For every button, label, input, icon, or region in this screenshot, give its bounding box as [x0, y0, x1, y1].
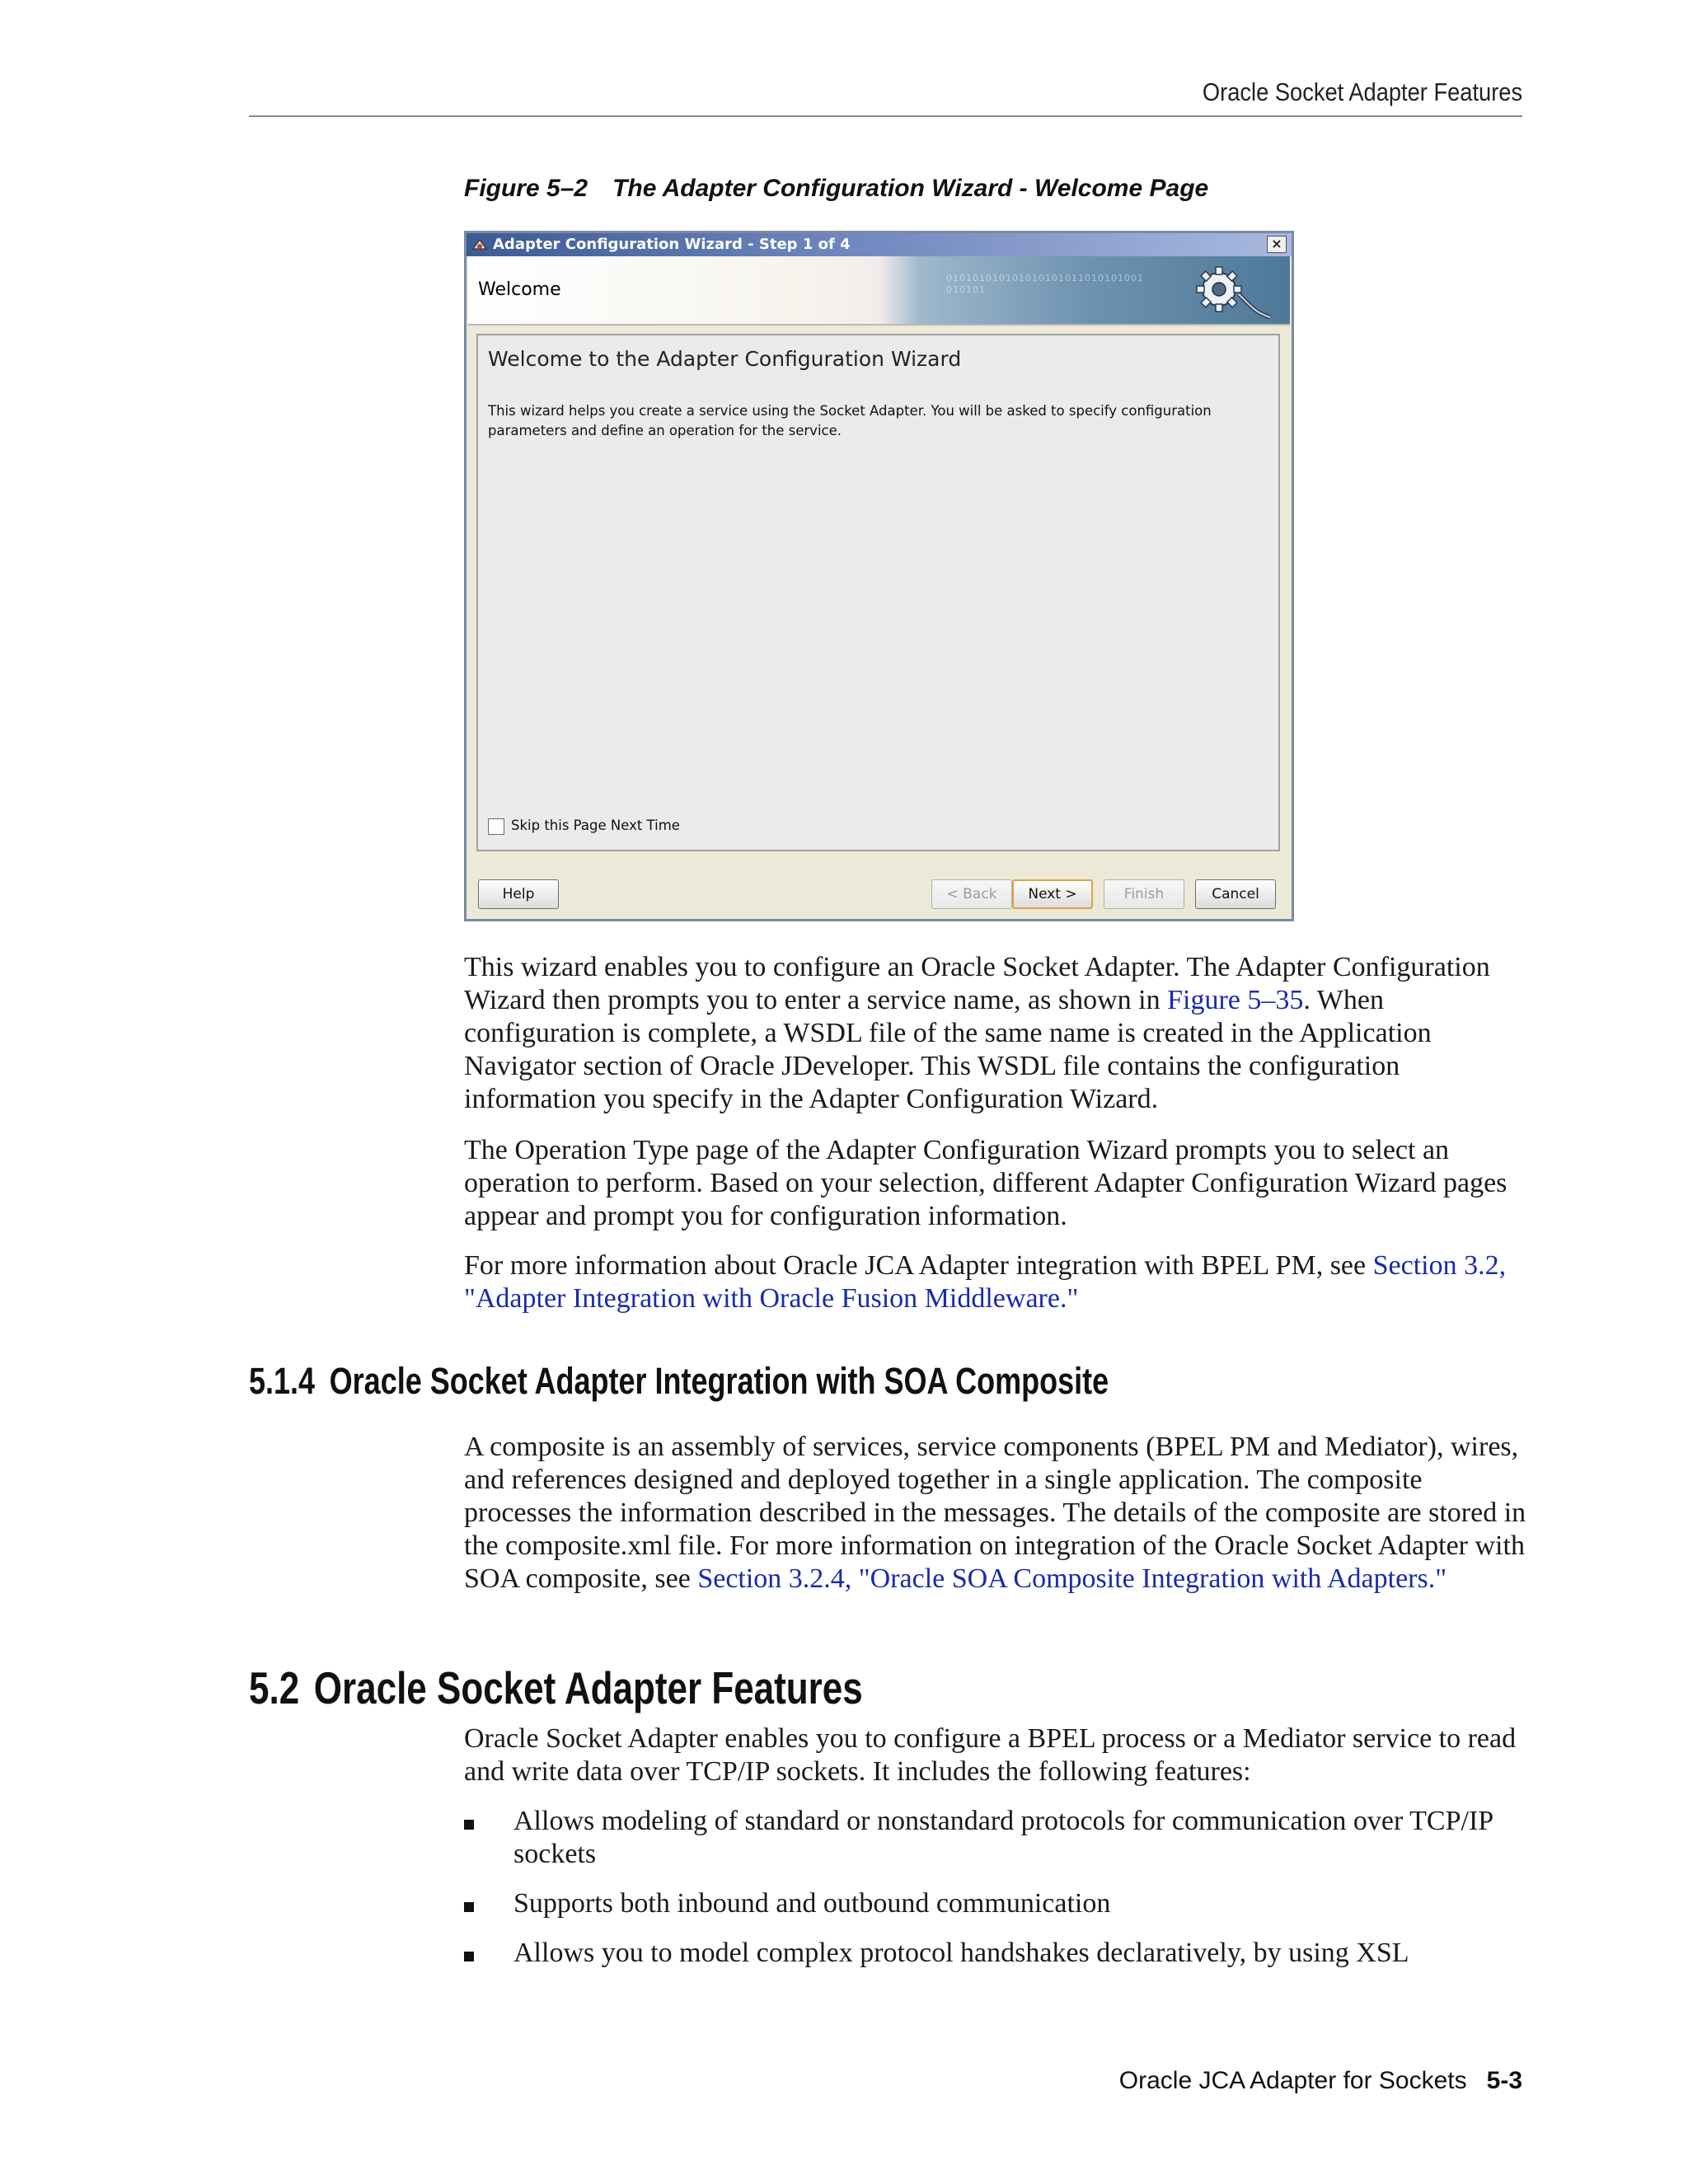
link-section-3-2-4[interactable]: Section 3.2.4, "Oracle SOA Composite Integration with Adapters." — [697, 1563, 1447, 1594]
paragraph-features-intro: Oracle Socket Adapter enables you to configure a BPEL process or a Mediator service to read and write data over TCP/IP sockets. It includes the following features: — [464, 1723, 1517, 1787]
wizard-content-panel — [476, 334, 1280, 851]
cancel-button[interactable]: Cancel — [1195, 879, 1276, 909]
link-figure-5-35[interactable]: Figure 5–35 — [1167, 985, 1304, 1015]
list-item — [464, 1937, 1536, 1970]
paragraph-text: For more information about Oracle JCA Adapter integration with BPEL PM, see — [464, 1250, 1373, 1281]
bullet-square-icon — [464, 1820, 474, 1830]
paragraph-text: A composite is an assembly of services, service components (BPEL PM and Mediator), wires, and references designed and deployed together in a single application. The composite processes the information described in the messages. The details of the composite are stored in the composite.xml file. For more information on integration of the Oracle Socket Adapter with SOA composite, see — [464, 1432, 1526, 1594]
figure-number: Figure 5–2 — [464, 175, 588, 202]
section-title: Oracle Socket Adapter Integration with SOA Composite — [329, 1360, 1109, 1402]
section-heading-5-2 — [249, 1661, 863, 1714]
list-item — [464, 1887, 1536, 1920]
feature-list — [464, 1805, 1536, 1986]
footer-page-number: 5-3 — [1486, 2067, 1522, 2094]
paragraph-operation-type: The Operation Type page of the Adapter Configuration Wizard prompts you to select an operation to perform. Based on your selection, different Adapter Configuration Wizard pages appear and prompt you for configuration information. — [464, 1135, 1507, 1231]
wizard-banner — [468, 256, 1290, 326]
wizard-dialog — [464, 231, 1294, 921]
list-item-text: Allows you to model complex protocol handshakes declaratively, by using XSL — [513, 1938, 1409, 1968]
skip-page-checkbox[interactable] — [488, 818, 504, 835]
list-item-text: Allows modeling of standard or nonstandard protocols for communication over TCP/IP sockets — [513, 1806, 1493, 1869]
finish-button[interactable]: Finish — [1104, 879, 1184, 909]
banner-binary-text: 010101010101010101011010101001010101 — [946, 273, 1144, 295]
bullet-square-icon — [464, 1902, 474, 1912]
gear-plug-icon — [1189, 261, 1272, 321]
wizard-heading: Welcome to the Adapter Configuration Wizard — [488, 347, 962, 371]
running-header-title: Oracle Socket Adapter Features — [1202, 77, 1522, 106]
next-button[interactable]: Next > — [1012, 879, 1093, 909]
wizard-app-icon — [471, 237, 488, 253]
close-button[interactable]: × — [1267, 236, 1287, 253]
footer-book-title: Oracle JCA Adapter for Sockets — [1118, 2067, 1467, 2094]
list-item — [464, 1805, 1536, 1871]
paragraph-text: This wizard enables you to configure an Oracle Socket Adapter. The Adapter Configuration Wizard then prompts you to enter a service name, as shown in — [464, 952, 1490, 1015]
link-section-3-2[interactable]: Section 3.2, "Adapter Integration with Oracle Fusion Middleware." — [464, 1250, 1507, 1314]
paragraph-more-info — [464, 1249, 1527, 1315]
paragraph-composite — [464, 1431, 1527, 1596]
page-footer — [1119, 2067, 1522, 2095]
figure-title: The Adapter Configuration Wizard - Welcome Page — [612, 175, 1209, 202]
section-number: 5.2 — [249, 1662, 300, 1713]
paragraph-text: . When configuration is complete, a WSDL file of the same name is created in the Application Navigator section of Oracle JDeveloper. This WSDL file contains the configuration information you specify in the Adapter Configuration Wizard. — [464, 985, 1432, 1114]
wizard-titlebar[interactable] — [467, 233, 1292, 256]
wizard-title: Adapter Configuration Wizard - Step 1 of 4 — [493, 236, 851, 253]
skip-page-label: Skip this Page Next Time — [511, 818, 680, 833]
section-heading-5-1-4 — [249, 1360, 1109, 1403]
back-button[interactable]: < Back — [931, 879, 1012, 909]
paragraph-wizard-intro — [464, 951, 1527, 1116]
banner-title: Welcome — [478, 279, 561, 300]
list-item-text: Supports both inbound and outbound communication — [513, 1888, 1111, 1919]
section-title: Oracle Socket Adapter Features — [313, 1662, 863, 1713]
section-number: 5.1.4 — [249, 1360, 316, 1402]
help-button[interactable]: Help — [478, 879, 559, 909]
figure-caption — [464, 175, 1208, 203]
running-header — [249, 73, 1522, 117]
bullet-square-icon — [464, 1952, 474, 1961]
wizard-description: This wizard helps you create a service using the Socket Adapter. You will be asked to specify configuration parameters and define an operation for the service. — [488, 403, 1212, 438]
